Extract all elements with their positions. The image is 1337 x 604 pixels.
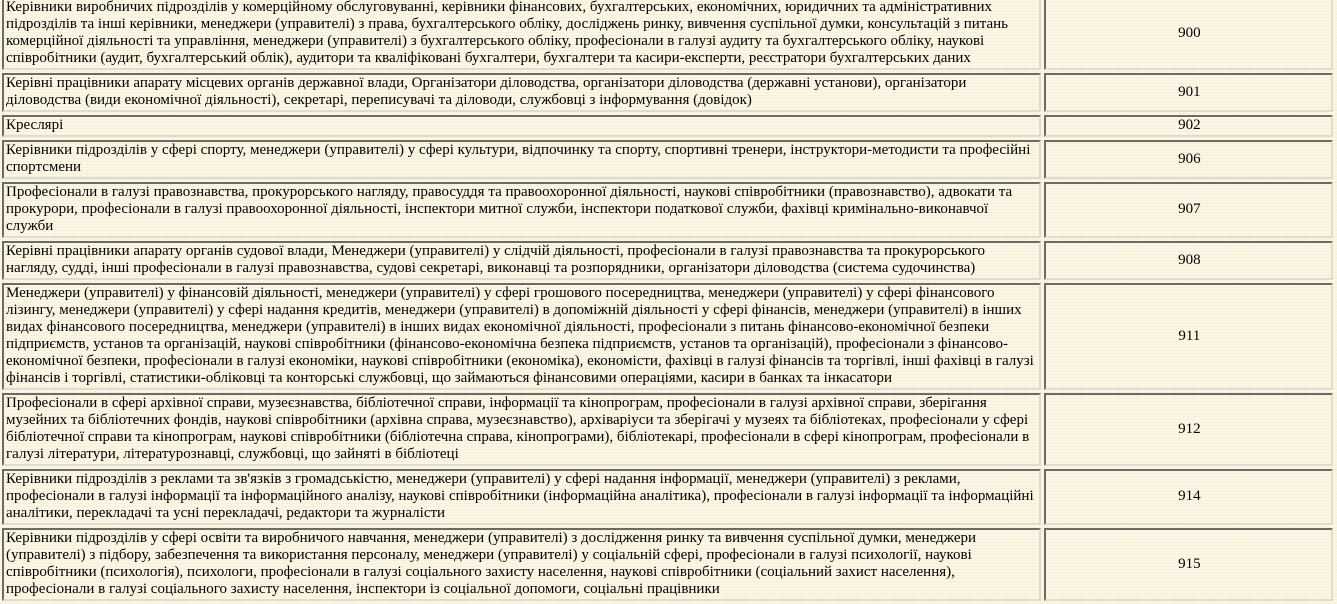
table-row — [2, 393, 1333, 466]
specialty-code-cell: 902 — [1044, 115, 1333, 137]
table-row — [2, 115, 1333, 137]
table-row — [2, 528, 1333, 601]
specialty-code-cell: 908 — [1044, 241, 1333, 280]
specialty-code-cell: 906 — [1044, 140, 1333, 179]
table-row — [2, 283, 1333, 390]
profession-description-cell: Керівники виробничих підрозділів у комерційному обслуговуванні, керівники фінансових, бухгалтерських, економічних, юридичних та адміністративних підрозділів та інші керівники, менеджери (управителі) з права, бухгалтерського обліку, досліджень ринку, вивчення суспільної думки, консультацій з питань комерційної діяльності та управління, менеджери (управителі) з бухгалтерського обліку, професіонали в галузі аудиту та бухгалтерського обліку, наукові співробітники (аудит, бухгалтерський облік), аудитори та кваліфіковані бухгалтери, бухгалтери та касири-експерти, реєстратори бухгалтерських даних — [2, 0, 1041, 70]
specialty-code-cell: 912 — [1044, 393, 1333, 466]
profession-description-cell: Професіонали в галузі правознавства, прокурорського нагляду, правосуддя та правоохоронної діяльності, наукові співробітники (правознавство), адвокати та прокурори, професіонали в галузі правоохоронної діяльності, інспектори митної служби, інспектори податкової служби, фахівці кримінально-виконавчої служби — [2, 182, 1041, 238]
specialty-code-cell: 911 — [1044, 283, 1333, 390]
profession-description-cell: Керівники підрозділів з реклами та зв'язків з громадськістю, менеджери (управителі) у сфері надання інформації, менеджери (управителі) з реклами, професіонали в галузі інформації та інформаційного аналізу, наукові співробітники (інформаційна аналітика), професіонали в галузі інформації та інформаційні аналітики, перекладачі та усні перекладачі, редактори та журналісти — [2, 469, 1041, 525]
profession-description-cell: Керівники підрозділів у сфері спорту, менеджери (управителі) у сфері культури, відпочинку та спорту, спортивні тренери, інструктори-методисти та професійні спортсмени — [2, 140, 1041, 179]
specialty-code-cell: 907 — [1044, 182, 1333, 238]
table-row — [2, 469, 1333, 525]
table-row — [2, 140, 1333, 179]
profession-description-cell: Керівні працівники апарату органів судової влади, Менеджери (управителі) у слідчій діяльності, професіонали в галузі правознавства та прокурорського нагляду, судді, інші професіонали в галузі правознавства, судові секретарі, виконавці та розпорядники, організатори діловодства (система судочинства) — [2, 241, 1041, 280]
table-row — [2, 182, 1333, 238]
profession-description-cell: Менеджери (управителі) у фінансовій діяльності, менеджери (управителі) у сфері грошового посередництва, менеджери (управителі) у сфері фінансового лізингу, менеджери (управителі) у сфері надання кредитів, менеджери (управителі) в допоміжній діяльності у сфері фінансів, менеджери (управителі) в інших видах фінансового посередництва, менеджери (управителі) в інших видах економічної діяльності, професіонали з питань фінансово-економічної безпеки підприємств, установ та організацій, наукові співробітники (фінансово-економічна безпека підприємств, установ та організацій), професіонали з фінансово-економічної безпеки, професіонали в галузі економіки, наукові співробітники (економіка), економісти, фахівці в галузі фінансів та торгівлі, інші фахівці в галузі фінансів і торгівлі, статистики-обліковці та конторські службовці, що займаються фінансовими операціями, касири в банках та інкасатори — [2, 283, 1041, 390]
specialty-code-cell: 900 — [1044, 0, 1333, 70]
profession-description-cell: Креслярі — [2, 115, 1041, 137]
table-row — [2, 0, 1333, 70]
profession-description-cell: Керівні працівники апарату місцевих органів державної влади, Організатори діловодства, організатори діловодства (державні установи), організатори діловодства (види економічної діяльності), секретарі, переписувачі та діловоди, службовці з інформування (довідок) — [2, 73, 1041, 112]
table-row — [2, 241, 1333, 280]
profession-description-cell: Керівники підрозділів у сфері освіти та виробничого навчання, менеджери (управителі) з дослідження ринку та вивчення суспільної думки, менеджери (управителі) з підбору, забезпечення та використання персоналу, менеджери (управителі) у соціальній сфері, професіонали в галузі психології, наукові співробітники (психологія), психологи, професіонали в галузі соціального захисту населення, наукові співробітники (соціальний захист населення), професіонали в галузі соціального захисту населення, інспектори із соціальної допомоги, соціальні працівники — [2, 528, 1041, 601]
specialty-code-cell: 914 — [1044, 469, 1333, 525]
specialty-code-cell: 901 — [1044, 73, 1333, 112]
profession-description-cell: Професіонали в сфері архівної справи, музеєзнавства, бібліотечної справи, інформації та кінопрограм, професіонали в галузі архівної справи, зберігання музейних та бібліотечних фондів, наукові співробітники (архівна справа, музеєзнавство), архіваріуси та зберігачі у музеях та бібліотеках, професіонали у сфері бібліотечної справи та кінопрограм, наукові співробітники (бібліотечна справа, кінопрограми), бібліотекарі, професіонали в сфері кінопрограм, професіонали в галузі літератури, літературознавці, службовці, що зайняті в бібліотеці — [2, 393, 1041, 466]
table-row — [2, 73, 1333, 112]
specialty-code-cell: 915 — [1044, 528, 1333, 601]
